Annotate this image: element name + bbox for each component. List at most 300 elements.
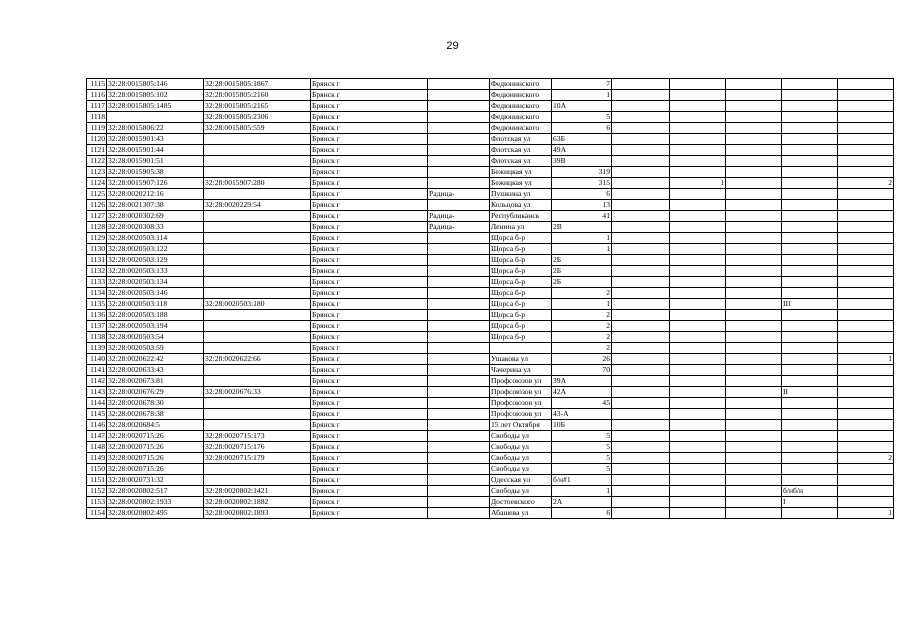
street-cell: Профсоюзов ул — [490, 376, 552, 387]
column-8-cell — [670, 134, 726, 145]
table-row — [87, 134, 894, 145]
cadastral-number-cell: 32:28:0020503:54 — [107, 332, 204, 343]
room-number-cell — [782, 79, 838, 90]
column-8-cell — [670, 398, 726, 409]
cadastral-number-cell: 32:28:0020802:495 — [107, 508, 204, 519]
table-row — [87, 508, 894, 519]
city-cell: Брянск г — [311, 156, 428, 167]
cadastral-number-cell: 32:28:0020731:32 — [107, 475, 204, 486]
blank-cell — [612, 90, 670, 101]
locality-cell — [428, 464, 490, 475]
house-number-cell: 1 — [552, 233, 612, 244]
locality-cell — [428, 321, 490, 332]
column-11-cell — [838, 321, 894, 332]
row-number-cell: 1150 — [87, 464, 107, 475]
table-row — [87, 486, 894, 497]
row-number-cell: 1131 — [87, 255, 107, 266]
parent-cadastral-number-cell — [204, 288, 311, 299]
locality-cell — [428, 365, 490, 376]
house-number-cell: б/н#1 — [552, 475, 612, 486]
parent-cadastral-number-cell — [204, 310, 311, 321]
column-11-cell — [838, 442, 894, 453]
table-row — [87, 156, 894, 167]
column-9-cell — [726, 365, 782, 376]
street-cell: Щорса б-р — [490, 299, 552, 310]
table-row — [87, 497, 894, 508]
city-cell: Брянск г — [311, 310, 428, 321]
column-8-cell — [670, 266, 726, 277]
house-number-cell: 5 — [552, 431, 612, 442]
parent-cadastral-number-cell: 32:28:0020503:180 — [204, 299, 311, 310]
column-8-cell — [670, 321, 726, 332]
parent-cadastral-number-cell: 32:28:0020802:1882 — [204, 497, 311, 508]
blank-cell — [612, 145, 670, 156]
blank-cell — [612, 211, 670, 222]
blank-cell — [612, 398, 670, 409]
city-cell: Брянск г — [311, 178, 428, 189]
parent-cadastral-number-cell: 32:28:0015805:559 — [204, 123, 311, 134]
street-cell: Бежицкая ул — [490, 167, 552, 178]
column-11-cell — [838, 387, 894, 398]
column-9-cell — [726, 79, 782, 90]
blank-cell — [612, 453, 670, 464]
table-row — [87, 255, 894, 266]
column-9-cell — [726, 420, 782, 431]
room-number-cell — [782, 266, 838, 277]
row-number-cell: 1137 — [87, 321, 107, 332]
column-9-cell — [726, 222, 782, 233]
row-number-cell: 1134 — [87, 288, 107, 299]
room-number-cell — [782, 475, 838, 486]
street-cell: Флотская ул — [490, 145, 552, 156]
row-number-cell: 1148 — [87, 442, 107, 453]
city-cell: Брянск г — [311, 189, 428, 200]
column-9-cell — [726, 156, 782, 167]
parent-cadastral-number-cell — [204, 321, 311, 332]
column-8-cell — [670, 508, 726, 519]
blank-cell — [612, 365, 670, 376]
table-row — [87, 453, 894, 464]
parent-cadastral-number-cell — [204, 145, 311, 156]
locality-cell — [428, 431, 490, 442]
blank-cell — [612, 332, 670, 343]
row-number-cell: 1128 — [87, 222, 107, 233]
cadastral-number-cell: 32:28:0020503:122 — [107, 244, 204, 255]
column-11-cell — [838, 255, 894, 266]
row-number-cell: 1147 — [87, 431, 107, 442]
city-cell: Брянск г — [311, 211, 428, 222]
parent-cadastral-number-cell — [204, 244, 311, 255]
blank-cell — [612, 233, 670, 244]
city-cell: Брянск г — [311, 354, 428, 365]
cadastral-number-cell: 32:28:0015805:146 — [107, 79, 204, 90]
street-cell: Свободы ул — [490, 486, 552, 497]
column-8-cell — [670, 497, 726, 508]
blank-cell — [612, 376, 670, 387]
column-9-cell — [726, 211, 782, 222]
locality-cell — [428, 453, 490, 464]
table-row — [87, 343, 894, 354]
house-number-cell: 70 — [552, 365, 612, 376]
row-number-cell: 1116 — [87, 90, 107, 101]
column-11-cell — [838, 167, 894, 178]
column-8-cell — [670, 332, 726, 343]
street-cell — [490, 343, 552, 354]
row-number-cell: 1129 — [87, 233, 107, 244]
locality-cell — [428, 200, 490, 211]
house-number-cell: 63Б — [552, 134, 612, 145]
row-number-cell: 1152 — [87, 486, 107, 497]
room-number-cell — [782, 464, 838, 475]
blank-cell — [612, 277, 670, 288]
parent-cadastral-number-cell: 32:28:0015805:1867 — [204, 79, 311, 90]
street-cell: Свободы ул — [490, 453, 552, 464]
blank-cell — [612, 123, 670, 134]
column-8-cell — [670, 156, 726, 167]
locality-cell — [428, 475, 490, 486]
cadastral-number-cell: 32:28:0020802:517 — [107, 486, 204, 497]
column-11-cell — [838, 244, 894, 255]
street-cell: Профсоюзов ул — [490, 409, 552, 420]
table-row — [87, 145, 894, 156]
street-cell: Флотская ул — [490, 134, 552, 145]
parent-cadastral-number-cell: 32:28:0015805:2160 — [204, 90, 311, 101]
column-11-cell — [838, 90, 894, 101]
table-row — [87, 112, 894, 123]
blank-cell — [612, 299, 670, 310]
column-9-cell — [726, 101, 782, 112]
cadastral-number-cell: 32:28:0015805:102 — [107, 90, 204, 101]
room-number-cell — [782, 112, 838, 123]
street-cell: Пушкина ул — [490, 189, 552, 200]
locality-cell — [428, 354, 490, 365]
cadastral-number-cell: 32:28:0020715:26 — [107, 453, 204, 464]
column-8-cell — [670, 277, 726, 288]
street-cell: Щорса б-р — [490, 255, 552, 266]
column-11-cell — [838, 134, 894, 145]
blank-cell — [612, 200, 670, 211]
city-cell: Брянск г — [311, 233, 428, 244]
blank-cell — [612, 486, 670, 497]
column-8-cell — [670, 343, 726, 354]
row-number-cell: 1153 — [87, 497, 107, 508]
locality-cell — [428, 112, 490, 123]
room-number-cell — [782, 354, 838, 365]
table-row — [87, 332, 894, 343]
city-cell: Брянск г — [311, 123, 428, 134]
house-number-cell: 6 — [552, 508, 612, 519]
room-number-cell — [782, 321, 838, 332]
column-11-cell — [838, 156, 894, 167]
cadastral-number-cell: 32:28:0020302:69 — [107, 211, 204, 222]
street-cell: Республиканск — [490, 211, 552, 222]
column-11-cell — [838, 409, 894, 420]
city-cell: Брянск г — [311, 431, 428, 442]
parent-cadastral-number-cell: 32:28:0020229:54 — [204, 200, 311, 211]
house-number-cell: 1 — [552, 90, 612, 101]
column-11-cell — [838, 288, 894, 299]
street-cell: Абашева ул — [490, 508, 552, 519]
blank-cell — [612, 321, 670, 332]
cadastral-number-cell: 32:28:0015901:44 — [107, 145, 204, 156]
cadastral-number-cell: 32:28:0015901:51 — [107, 156, 204, 167]
blank-cell — [612, 387, 670, 398]
parent-cadastral-number-cell — [204, 134, 311, 145]
parent-cadastral-number-cell — [204, 420, 311, 431]
city-cell: Брянск г — [311, 497, 428, 508]
blank-cell — [612, 343, 670, 354]
house-number-cell: 1 — [552, 486, 612, 497]
column-8-cell — [670, 288, 726, 299]
column-9-cell — [726, 233, 782, 244]
parent-cadastral-number-cell — [204, 255, 311, 266]
street-cell: Свободы ул — [490, 442, 552, 453]
city-cell: Брянск г — [311, 398, 428, 409]
room-number-cell — [782, 244, 838, 255]
column-8-cell — [670, 222, 726, 233]
table-row — [87, 266, 894, 277]
column-8-cell — [670, 123, 726, 134]
room-number-cell — [782, 178, 838, 189]
house-number-cell: 1 — [552, 244, 612, 255]
parent-cadastral-number-cell: 32:28:0020802:1893 — [204, 508, 311, 519]
locality-cell — [428, 299, 490, 310]
room-number-cell — [782, 277, 838, 288]
room-number-cell — [782, 90, 838, 101]
room-number-cell — [782, 409, 838, 420]
column-8-cell — [670, 145, 726, 156]
column-8-cell — [670, 233, 726, 244]
house-number-cell: 41 — [552, 211, 612, 222]
cadastral-number-cell: 32:28:0020503:134 — [107, 277, 204, 288]
locality-cell — [428, 79, 490, 90]
city-cell: Брянск г — [311, 332, 428, 343]
column-11-cell — [838, 277, 894, 288]
cadastral-number-cell: 32:28:0020503:133 — [107, 266, 204, 277]
blank-cell — [612, 101, 670, 112]
parent-cadastral-number-cell — [204, 167, 311, 178]
cadastral-number-cell: 32:28:0020503:118 — [107, 299, 204, 310]
blank-cell — [612, 255, 670, 266]
column-9-cell — [726, 387, 782, 398]
street-cell: Ленина ул — [490, 222, 552, 233]
column-8-cell — [670, 299, 726, 310]
parent-cadastral-number-cell — [204, 332, 311, 343]
row-number-cell: 1138 — [87, 332, 107, 343]
column-8-cell — [670, 365, 726, 376]
room-number-cell — [782, 123, 838, 134]
parent-cadastral-number-cell: 32:28:0015805:2165 — [204, 101, 311, 112]
house-number-cell: 10А — [552, 101, 612, 112]
table-row — [87, 398, 894, 409]
cadastral-number-cell: 32:28:0020503:194 — [107, 321, 204, 332]
column-9-cell — [726, 431, 782, 442]
parent-cadastral-number-cell — [204, 343, 311, 354]
street-cell: Щорса б-р — [490, 332, 552, 343]
street-cell: Щорса б-р — [490, 277, 552, 288]
table-row — [87, 310, 894, 321]
street-cell: Флотская ул — [490, 156, 552, 167]
column-8-cell — [670, 431, 726, 442]
column-9-cell — [726, 167, 782, 178]
locality-cell — [428, 508, 490, 519]
cadastral-number-cell: 32:28:0020684:5 — [107, 420, 204, 431]
locality-cell — [428, 101, 490, 112]
room-number-cell — [782, 442, 838, 453]
table-row — [87, 178, 894, 189]
blank-cell — [612, 508, 670, 519]
parent-cadastral-number-cell: 32:28:0015907:280 — [204, 178, 311, 189]
table-row — [87, 101, 894, 112]
locality-cell — [428, 332, 490, 343]
room-number-cell — [782, 189, 838, 200]
column-11-cell — [838, 112, 894, 123]
room-number-cell: I — [782, 497, 838, 508]
column-9-cell — [726, 508, 782, 519]
city-cell: Брянск г — [311, 134, 428, 145]
page-number: 29 — [446, 40, 459, 52]
locality-cell — [428, 233, 490, 244]
city-cell: Брянск г — [311, 299, 428, 310]
column-9-cell — [726, 464, 782, 475]
column-11-cell: 2 — [838, 178, 894, 189]
blank-cell — [612, 310, 670, 321]
column-9-cell — [726, 332, 782, 343]
house-number-cell: 5 — [552, 442, 612, 453]
column-9-cell — [726, 453, 782, 464]
parent-cadastral-number-cell — [204, 376, 311, 387]
column-8-cell — [670, 200, 726, 211]
parent-cadastral-number-cell — [204, 211, 311, 222]
row-number-cell: 1126 — [87, 200, 107, 211]
room-number-cell — [782, 255, 838, 266]
row-number-cell: 1115 — [87, 79, 107, 90]
room-number-cell — [782, 156, 838, 167]
street-cell: Щорса б-р — [490, 244, 552, 255]
row-number-cell: 1123 — [87, 167, 107, 178]
column-9-cell — [726, 299, 782, 310]
column-9-cell — [726, 321, 782, 332]
parent-cadastral-number-cell — [204, 409, 311, 420]
room-number-cell — [782, 101, 838, 112]
row-number-cell: 1149 — [87, 453, 107, 464]
locality-cell — [428, 277, 490, 288]
house-number-cell: 5 — [552, 112, 612, 123]
locality-cell — [428, 442, 490, 453]
column-8-cell — [670, 442, 726, 453]
room-number-cell — [782, 431, 838, 442]
table-row — [87, 79, 894, 90]
street-cell: Одесская ул — [490, 475, 552, 486]
row-number-cell: 1125 — [87, 189, 107, 200]
room-number-cell: б/нб/н — [782, 486, 838, 497]
row-number-cell: 1132 — [87, 266, 107, 277]
table-row — [87, 420, 894, 431]
column-9-cell — [726, 200, 782, 211]
city-cell: Брянск г — [311, 79, 428, 90]
locality-cell — [428, 343, 490, 354]
house-number-cell: 319 — [552, 167, 612, 178]
cadastral-number-cell: 32:28:0020676:29 — [107, 387, 204, 398]
city-cell: Брянск г — [311, 200, 428, 211]
city-cell: Брянск г — [311, 442, 428, 453]
table-row — [87, 354, 894, 365]
locality-cell: Радица- — [428, 211, 490, 222]
column-8-cell — [670, 112, 726, 123]
row-number-cell: 1117 — [87, 101, 107, 112]
locality-cell — [428, 310, 490, 321]
cadastral-number-cell: 32:28:0020715:26 — [107, 442, 204, 453]
cadastral-number-cell — [107, 112, 204, 123]
column-8-cell — [670, 90, 726, 101]
column-9-cell — [726, 90, 782, 101]
cadastral-number-cell: 32:28:0020503:114 — [107, 233, 204, 244]
street-cell: Профсоюзов ул — [490, 387, 552, 398]
house-number-cell: 6 — [552, 189, 612, 200]
blank-cell — [612, 420, 670, 431]
cadastral-number-cell: 32:28:0015901:43 — [107, 134, 204, 145]
house-number-cell: 39В — [552, 156, 612, 167]
locality-cell — [428, 486, 490, 497]
column-8-cell — [670, 189, 726, 200]
street-cell: Щорса б-р — [490, 266, 552, 277]
column-9-cell — [726, 244, 782, 255]
street-cell: Щорса б-р — [490, 310, 552, 321]
cadastral-number-cell: 32:28:0015907:126 — [107, 178, 204, 189]
column-11-cell — [838, 475, 894, 486]
locality-cell — [428, 420, 490, 431]
city-cell: Брянск г — [311, 343, 428, 354]
column-9-cell — [726, 486, 782, 497]
row-number-cell: 1139 — [87, 343, 107, 354]
room-number-cell: III — [782, 299, 838, 310]
city-cell: Брянск г — [311, 145, 428, 156]
house-number-cell: 2Б — [552, 266, 612, 277]
city-cell: Брянск г — [311, 244, 428, 255]
column-11-cell — [838, 200, 894, 211]
locality-cell — [428, 244, 490, 255]
column-8-cell — [670, 475, 726, 486]
column-11-cell — [838, 486, 894, 497]
city-cell: Брянск г — [311, 365, 428, 376]
column-8-cell — [670, 255, 726, 266]
column-8-cell — [670, 420, 726, 431]
room-number-cell — [782, 332, 838, 343]
room-number-cell — [782, 310, 838, 321]
cadastral-number-cell: 32:28:0020678:30 — [107, 398, 204, 409]
parent-cadastral-number-cell — [204, 233, 311, 244]
row-number-cell: 1135 — [87, 299, 107, 310]
locality-cell: Радица- — [428, 222, 490, 233]
blank-cell — [612, 134, 670, 145]
house-number-cell: 39А — [552, 376, 612, 387]
blank-cell — [612, 464, 670, 475]
row-number-cell: 1118 — [87, 112, 107, 123]
street-cell: Щорса б-р — [490, 233, 552, 244]
column-8-cell — [670, 310, 726, 321]
house-number-cell: 13 — [552, 200, 612, 211]
register-table-body — [87, 79, 894, 519]
column-9-cell — [726, 277, 782, 288]
parent-cadastral-number-cell: 32:28:0020715:179 — [204, 453, 311, 464]
blank-cell — [612, 222, 670, 233]
table-row — [87, 431, 894, 442]
locality-cell — [428, 387, 490, 398]
row-number-cell: 1151 — [87, 475, 107, 486]
house-number-cell: 2 — [552, 332, 612, 343]
table-row — [87, 244, 894, 255]
column-9-cell — [726, 266, 782, 277]
